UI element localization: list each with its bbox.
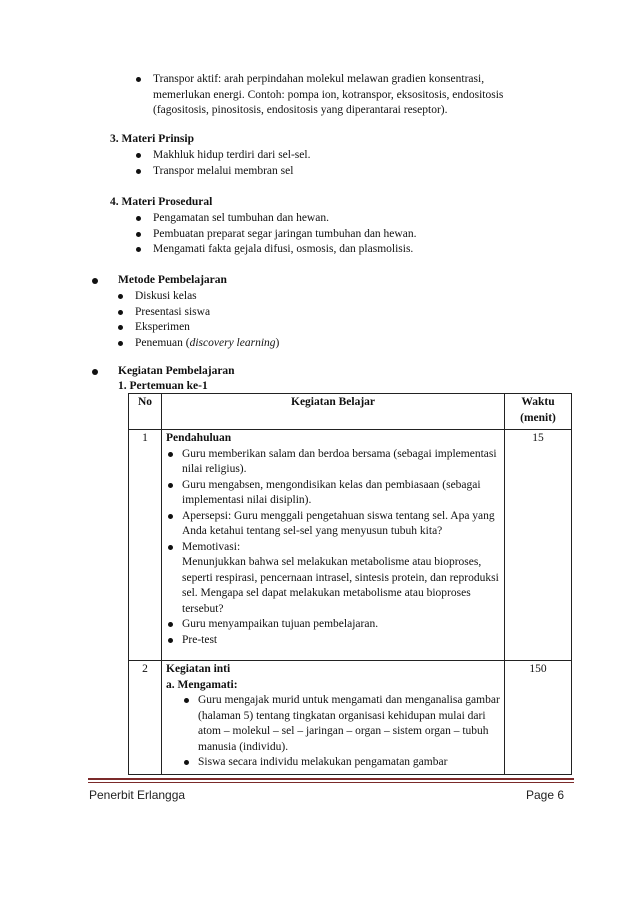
list-item: Guru mengajak murid untuk mengamati dan menganalisa gambar (halaman 5) tentang tingkatan organisasi kehidupan mulai dari atom – molekul – sel – jaringan – organ – sistem organ – tubuh manusia (individu).	[182, 693, 500, 755]
row-kegiatan	[162, 430, 505, 661]
footer-page-number: Page 6	[526, 788, 565, 802]
row-waktu: 15	[505, 430, 572, 661]
list-item: Mengamati fakta gejala difusi, osmosis, dan plasmolisis.	[134, 242, 554, 258]
list-item: Eksperimen	[116, 320, 536, 336]
row-title: Kegiatan inti	[166, 663, 231, 675]
list-item: Apersepsi: Guru menggali pengetahuan siswa tentang sel. Apa yang Anda ketahui tentang sel-sel yang menyusun tubuh kita?	[166, 509, 500, 540]
row-title: Pendahuluan	[166, 432, 232, 444]
table-row	[129, 430, 572, 661]
materi-prinsip-heading: 3. Materi Prinsip	[110, 133, 194, 145]
list-item: Siswa secara individu melakukan pengamatan gambar	[182, 755, 500, 771]
transpor-aktif-list	[134, 72, 554, 119]
row-waktu: 150	[505, 661, 572, 775]
list-item: Guru mengabsen, mengondisikan kelas dan pembiasaan (sebagai implementasi nilai disiplin).	[166, 478, 500, 509]
pendahuluan-list	[166, 447, 500, 649]
transpor-line-2: memerlukan energi. Contoh: pompa ion, kotranspor, eksositosis, endositosis	[153, 88, 504, 101]
list-item	[116, 336, 536, 352]
table-row	[129, 661, 572, 775]
bullet-icon	[92, 369, 98, 375]
footer-publisher: Penerbit Erlangga	[89, 788, 186, 802]
list-item: Pembuatan preparat segar jaringan tumbuhan dan hewan.	[134, 227, 554, 243]
transpor-line-1: Transpor aktif: arah perpindahan molekul melawan gradien konsentrasi,	[153, 73, 485, 85]
list-item: Transpor melalui membran sel	[134, 164, 554, 180]
materi-prosedural-list	[134, 211, 554, 258]
header-waktu-line1: Waktu	[521, 396, 555, 408]
list-item: Makhluk hidup terdiri dari sel-sel.	[134, 148, 554, 164]
metode-list	[116, 289, 536, 351]
header-no: No	[129, 394, 162, 430]
list-item	[166, 540, 500, 618]
pertemuan-heading: 1. Pertemuan ke-1	[118, 380, 208, 392]
header-waktu-line2: (menit)	[520, 411, 556, 424]
metode-penemuan-suffix: )	[275, 336, 280, 349]
row-subtitle: a. Mengamati:	[166, 678, 238, 691]
row-kegiatan	[162, 661, 505, 775]
row-no: 1	[129, 430, 162, 661]
list-item: Guru menyampaikan tujuan pembelajaran.	[166, 617, 500, 633]
table-header-row	[129, 394, 572, 430]
metode-penemuan-italic: discovery learning	[189, 336, 276, 349]
list-item: Pengamatan sel tumbuhan dan hewan.	[134, 211, 554, 227]
metode-penemuan-prefix: Penemuan (	[135, 336, 190, 349]
motivasi-detail: Menunjukkan bahwa sel melakukan metabolisme atau bioproses, seperti respirasi, pencernaan intrasel, sintesis protein, dan reproduksi sel. Mengapa sel dapat melakukan metabolisme atau bioproses tersebut?	[182, 556, 499, 615]
transpor-aktif-item	[134, 72, 554, 119]
kegiatan-heading: Kegiatan Pembelajaran	[118, 365, 235, 377]
row-no: 2	[129, 661, 162, 775]
transpor-line-3: (fagositosis, pinositosis, endositosis yang diperantarai reseptor).	[153, 104, 448, 116]
bullet-icon	[92, 278, 98, 284]
kegiatan-table	[128, 393, 572, 775]
list-item: Pre-test	[166, 633, 500, 649]
materi-prosedural-heading: 4. Materi Prosedural	[110, 196, 213, 208]
header-waktu	[505, 394, 572, 430]
footer-rule-thin	[88, 782, 574, 783]
header-kegiatan: Kegiatan Belajar	[162, 394, 505, 430]
mengamati-list	[166, 693, 500, 771]
list-item: Presentasi siswa	[116, 305, 536, 321]
motivasi-label: Memotivasi:	[182, 540, 241, 553]
footer-rule	[88, 778, 574, 780]
materi-prinsip-list	[134, 148, 554, 179]
list-item: Diskusi kelas	[116, 289, 536, 305]
metode-heading: Metode Pembelajaran	[118, 274, 227, 286]
list-item: Guru memberikan salam dan berdoa bersama (sebagai implementasi nilai religius).	[166, 447, 500, 478]
